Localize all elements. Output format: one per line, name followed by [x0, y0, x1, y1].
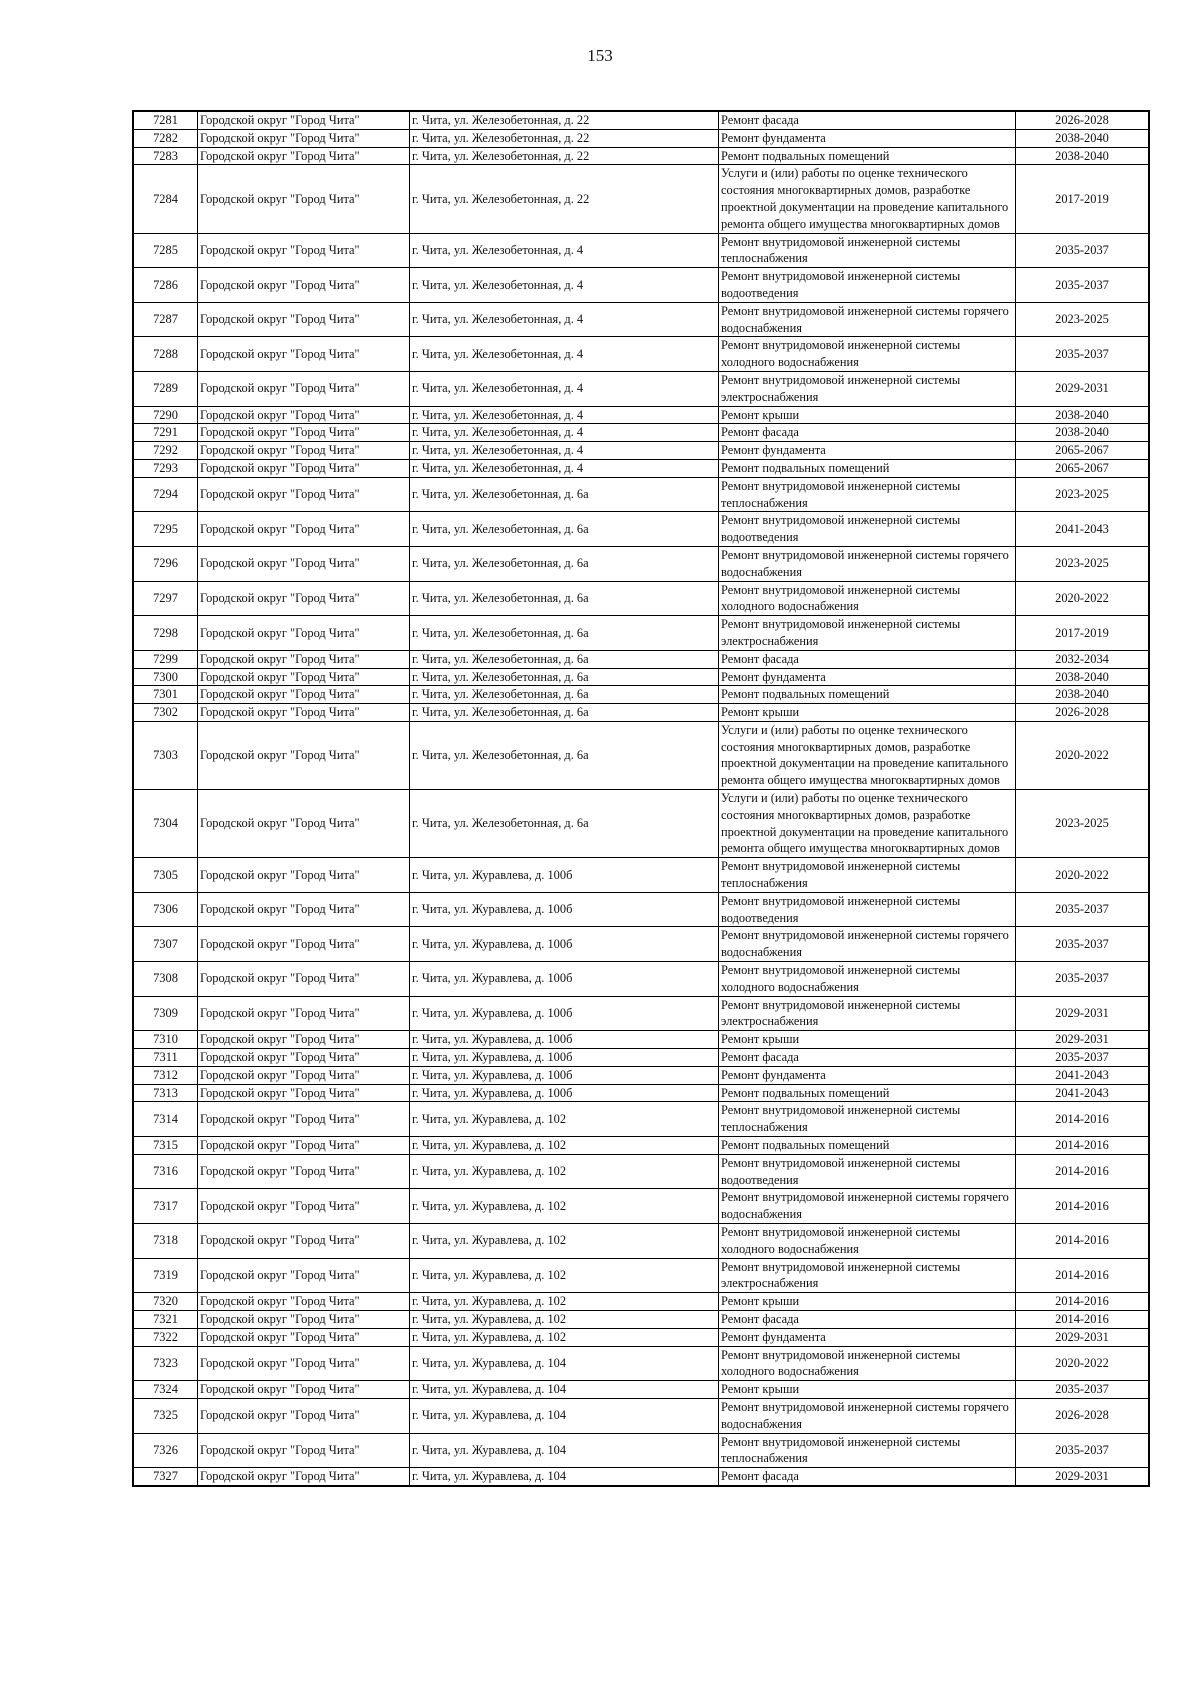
period-cell: 2038-2040 [1016, 668, 1150, 686]
municipality-cell: Городской округ "Город Чита" [198, 1468, 410, 1486]
work-type-cell: Ремонт подвальных помещений [719, 686, 1016, 704]
address-cell: г. Чита, ул. Журавлева, д. 104 [410, 1346, 719, 1381]
repair-registry-table [132, 110, 1150, 1487]
work-type-cell: Ремонт внутридомовой инженерной системы теплоснабжения [719, 233, 1016, 268]
table-row [133, 668, 1149, 686]
period-cell: 2041-2043 [1016, 1084, 1150, 1102]
table-row [133, 1293, 1149, 1311]
row-number-cell: 7294 [133, 477, 198, 512]
row-number-cell: 7285 [133, 233, 198, 268]
period-cell: 2038-2040 [1016, 129, 1150, 147]
row-number-cell: 7289 [133, 371, 198, 406]
table-row [133, 686, 1149, 704]
row-number-cell: 7292 [133, 442, 198, 460]
period-cell: 2014-2016 [1016, 1224, 1150, 1259]
municipality-cell: Городской округ "Город Чита" [198, 858, 410, 893]
address-cell: г. Чита, ул. Железобетонная, д. 22 [410, 147, 719, 165]
work-type-cell: Ремонт фасада [719, 424, 1016, 442]
period-cell: 2020-2022 [1016, 858, 1150, 893]
period-cell: 2065-2067 [1016, 459, 1150, 477]
row-number-cell: 7320 [133, 1293, 198, 1311]
table-row [133, 1031, 1149, 1049]
row-number-cell: 7323 [133, 1346, 198, 1381]
table-row [133, 1310, 1149, 1328]
period-cell: 2020-2022 [1016, 581, 1150, 616]
work-type-cell: Ремонт фундамента [719, 129, 1016, 147]
municipality-cell: Городской округ "Город Чита" [198, 1049, 410, 1067]
municipality-cell: Городской округ "Город Чита" [198, 1293, 410, 1311]
table-row [133, 459, 1149, 477]
work-type-cell: Ремонт фундамента [719, 1328, 1016, 1346]
table-row [133, 1049, 1149, 1067]
registry-table-body [133, 111, 1149, 1486]
row-number-cell: 7307 [133, 927, 198, 962]
row-number-cell: 7298 [133, 616, 198, 651]
address-cell: г. Чита, ул. Журавлева, д. 100б [410, 858, 719, 893]
address-cell: г. Чита, ул. Железобетонная, д. 6а [410, 686, 719, 704]
work-type-cell: Ремонт подвальных помещений [719, 147, 1016, 165]
municipality-cell: Городской округ "Город Чита" [198, 790, 410, 858]
table-row [133, 1328, 1149, 1346]
row-number-cell: 7297 [133, 581, 198, 616]
period-cell: 2038-2040 [1016, 686, 1150, 704]
period-cell: 2038-2040 [1016, 147, 1150, 165]
work-type-cell: Ремонт внутридомовой инженерной системы горячего водоснабжения [719, 1189, 1016, 1224]
work-type-cell: Ремонт фасада [719, 650, 1016, 668]
work-type-cell: Ремонт фасада [719, 1468, 1016, 1486]
table-row [133, 1189, 1149, 1224]
table-row [133, 337, 1149, 372]
row-number-cell: 7288 [133, 337, 198, 372]
table-row [133, 111, 1149, 129]
period-cell: 2029-2031 [1016, 371, 1150, 406]
period-cell: 2029-2031 [1016, 1031, 1150, 1049]
municipality-cell: Городской округ "Город Чита" [198, 616, 410, 651]
municipality-cell: Городской округ "Город Чита" [198, 1102, 410, 1137]
row-number-cell: 7281 [133, 111, 198, 129]
period-cell: 2038-2040 [1016, 424, 1150, 442]
row-number-cell: 7295 [133, 512, 198, 547]
address-cell: г. Чита, ул. Журавлева, д. 102 [410, 1328, 719, 1346]
period-cell: 2017-2019 [1016, 616, 1150, 651]
table-row [133, 512, 1149, 547]
work-type-cell: Ремонт фундамента [719, 442, 1016, 460]
table-row [133, 1137, 1149, 1155]
table-row [133, 1258, 1149, 1293]
row-number-cell: 7305 [133, 858, 198, 893]
period-cell: 2023-2025 [1016, 477, 1150, 512]
municipality-cell: Городской округ "Город Чита" [198, 1031, 410, 1049]
row-number-cell: 7318 [133, 1224, 198, 1259]
municipality-cell: Городской округ "Город Чита" [198, 337, 410, 372]
address-cell: г. Чита, ул. Журавлева, д. 100б [410, 892, 719, 927]
row-number-cell: 7286 [133, 268, 198, 303]
work-type-cell: Ремонт внутридомовой инженерной системы водоотведения [719, 268, 1016, 303]
period-cell: 2035-2037 [1016, 1049, 1150, 1067]
period-cell: 2038-2040 [1016, 406, 1150, 424]
period-cell: 2014-2016 [1016, 1258, 1150, 1293]
work-type-cell: Ремонт внутридомовой инженерной системы теплоснабжения [719, 477, 1016, 512]
address-cell: г. Чита, ул. Журавлева, д. 104 [410, 1433, 719, 1468]
municipality-cell: Городской округ "Город Чита" [198, 546, 410, 581]
table-row [133, 858, 1149, 893]
table-row [133, 581, 1149, 616]
municipality-cell: Городской округ "Город Чита" [198, 704, 410, 722]
municipality-cell: Городской округ "Город Чита" [198, 892, 410, 927]
address-cell: г. Чита, ул. Журавлева, д. 102 [410, 1189, 719, 1224]
municipality-cell: Городской округ "Город Чита" [198, 459, 410, 477]
municipality-cell: Городской округ "Город Чита" [198, 927, 410, 962]
municipality-cell: Городской округ "Город Чита" [198, 1084, 410, 1102]
address-cell: г. Чита, ул. Железобетонная, д. 4 [410, 442, 719, 460]
work-type-cell: Ремонт внутридомовой инженерной системы горячего водоснабжения [719, 302, 1016, 337]
period-cell: 2026-2028 [1016, 111, 1150, 129]
address-cell: г. Чита, ул. Железобетонная, д. 4 [410, 302, 719, 337]
address-cell: г. Чита, ул. Железобетонная, д. 6а [410, 512, 719, 547]
table-row [133, 1084, 1149, 1102]
table-row [133, 1398, 1149, 1433]
period-cell: 2020-2022 [1016, 721, 1150, 789]
address-cell: г. Чита, ул. Журавлева, д. 102 [410, 1310, 719, 1328]
address-cell: г. Чита, ул. Железобетонная, д. 6а [410, 650, 719, 668]
table-row [133, 650, 1149, 668]
table-row [133, 1102, 1149, 1137]
address-cell: г. Чита, ул. Железобетонная, д. 22 [410, 111, 719, 129]
row-number-cell: 7313 [133, 1084, 198, 1102]
table-row [133, 962, 1149, 997]
municipality-cell: Городской округ "Город Чита" [198, 1066, 410, 1084]
work-type-cell: Ремонт внутридомовой инженерной системы холодного водоснабжения [719, 1346, 1016, 1381]
address-cell: г. Чита, ул. Журавлева, д. 102 [410, 1137, 719, 1155]
work-type-cell: Услуги и (или) работы по оценке технического состояния многоквартирных домов, разработке проектной документации на проведение капитального ремонта общего имущества многоквартирных домов [719, 721, 1016, 789]
work-type-cell: Ремонт фасада [719, 1049, 1016, 1067]
work-type-cell: Ремонт крыши [719, 1293, 1016, 1311]
work-type-cell: Ремонт внутридомовой инженерной системы теплоснабжения [719, 1102, 1016, 1137]
address-cell: г. Чита, ул. Журавлева, д. 102 [410, 1258, 719, 1293]
table-row [133, 268, 1149, 303]
period-cell: 2035-2037 [1016, 1381, 1150, 1399]
period-cell: 2041-2043 [1016, 1066, 1150, 1084]
period-cell: 2035-2037 [1016, 962, 1150, 997]
work-type-cell: Ремонт крыши [719, 1031, 1016, 1049]
work-type-cell: Ремонт крыши [719, 406, 1016, 424]
address-cell: г. Чита, ул. Железобетонная, д. 4 [410, 268, 719, 303]
period-cell: 2029-2031 [1016, 996, 1150, 1031]
work-type-cell: Ремонт внутридомовой инженерной системы водоотведения [719, 1154, 1016, 1189]
municipality-cell: Городской округ "Город Чита" [198, 1137, 410, 1155]
row-number-cell: 7315 [133, 1137, 198, 1155]
address-cell: г. Чита, ул. Журавлева, д. 100б [410, 996, 719, 1031]
work-type-cell: Услуги и (или) работы по оценке технического состояния многоквартирных домов, разработке проектной документации на проведение капитального ремонта общего имущества многоквартирных домов [719, 165, 1016, 233]
period-cell: 2023-2025 [1016, 302, 1150, 337]
address-cell: г. Чита, ул. Журавлева, д. 102 [410, 1224, 719, 1259]
table-row [133, 233, 1149, 268]
address-cell: г. Чита, ул. Железобетонная, д. 22 [410, 165, 719, 233]
work-type-cell: Ремонт внутридомовой инженерной системы водоотведения [719, 512, 1016, 547]
work-type-cell: Ремонт фундамента [719, 668, 1016, 686]
period-cell: 2035-2037 [1016, 927, 1150, 962]
period-cell: 2041-2043 [1016, 512, 1150, 547]
work-type-cell: Ремонт внутридомовой инженерной системы электроснабжения [719, 616, 1016, 651]
row-number-cell: 7321 [133, 1310, 198, 1328]
municipality-cell: Городской округ "Город Чита" [198, 512, 410, 547]
address-cell: г. Чита, ул. Железобетонная, д. 6а [410, 790, 719, 858]
period-cell: 2032-2034 [1016, 650, 1150, 668]
row-number-cell: 7327 [133, 1468, 198, 1486]
period-cell: 2035-2037 [1016, 892, 1150, 927]
address-cell: г. Чита, ул. Журавлева, д. 104 [410, 1398, 719, 1433]
work-type-cell: Ремонт крыши [719, 1381, 1016, 1399]
row-number-cell: 7314 [133, 1102, 198, 1137]
municipality-cell: Городской округ "Город Чита" [198, 165, 410, 233]
row-number-cell: 7284 [133, 165, 198, 233]
address-cell: г. Чита, ул. Журавлева, д. 102 [410, 1154, 719, 1189]
address-cell: г. Чита, ул. Журавлева, д. 100б [410, 1066, 719, 1084]
address-cell: г. Чита, ул. Журавлева, д. 104 [410, 1468, 719, 1486]
municipality-cell: Городской округ "Город Чита" [198, 442, 410, 460]
work-type-cell: Ремонт внутридомовой инженерной системы горячего водоснабжения [719, 1398, 1016, 1433]
period-cell: 2029-2031 [1016, 1468, 1150, 1486]
period-cell: 2026-2028 [1016, 704, 1150, 722]
period-cell: 2023-2025 [1016, 546, 1150, 581]
table-row [133, 371, 1149, 406]
municipality-cell: Городской округ "Город Чита" [198, 668, 410, 686]
address-cell: г. Чита, ул. Железобетонная, д. 6а [410, 668, 719, 686]
period-cell: 2014-2016 [1016, 1189, 1150, 1224]
municipality-cell: Городской округ "Город Чита" [198, 302, 410, 337]
row-number-cell: 7300 [133, 668, 198, 686]
municipality-cell: Городской округ "Город Чита" [198, 371, 410, 406]
municipality-cell: Городской округ "Город Чита" [198, 233, 410, 268]
address-cell: г. Чита, ул. Журавлева, д. 100б [410, 1084, 719, 1102]
period-cell: 2035-2037 [1016, 233, 1150, 268]
address-cell: г. Чита, ул. Журавлева, д. 102 [410, 1293, 719, 1311]
address-cell: г. Чита, ул. Журавлева, д. 102 [410, 1102, 719, 1137]
municipality-cell: Городской округ "Город Чита" [198, 129, 410, 147]
table-row [133, 927, 1149, 962]
row-number-cell: 7283 [133, 147, 198, 165]
table-row [133, 147, 1149, 165]
row-number-cell: 7308 [133, 962, 198, 997]
address-cell: г. Чита, ул. Железобетонная, д. 4 [410, 233, 719, 268]
row-number-cell: 7304 [133, 790, 198, 858]
table-row [133, 1433, 1149, 1468]
work-type-cell: Услуги и (или) работы по оценке технического состояния многоквартирных домов, разработке проектной документации на проведение капитального ремонта общего имущества многоквартирных домов [719, 790, 1016, 858]
work-type-cell: Ремонт подвальных помещений [719, 1084, 1016, 1102]
period-cell: 2035-2037 [1016, 268, 1150, 303]
table-row [133, 1468, 1149, 1486]
row-number-cell: 7303 [133, 721, 198, 789]
row-number-cell: 7317 [133, 1189, 198, 1224]
row-number-cell: 7322 [133, 1328, 198, 1346]
municipality-cell: Городской округ "Город Чита" [198, 1346, 410, 1381]
municipality-cell: Городской округ "Город Чита" [198, 721, 410, 789]
municipality-cell: Городской округ "Город Чита" [198, 1328, 410, 1346]
municipality-cell: Городской округ "Город Чита" [198, 686, 410, 704]
work-type-cell: Ремонт внутридомовой инженерной системы электроснабжения [719, 371, 1016, 406]
table-row [133, 892, 1149, 927]
work-type-cell: Ремонт подвальных помещений [719, 1137, 1016, 1155]
municipality-cell: Городской округ "Город Чита" [198, 147, 410, 165]
period-cell: 2029-2031 [1016, 1328, 1150, 1346]
row-number-cell: 7287 [133, 302, 198, 337]
municipality-cell: Городской округ "Город Чита" [198, 111, 410, 129]
table-row [133, 1154, 1149, 1189]
table-row [133, 790, 1149, 858]
municipality-cell: Городской округ "Город Чита" [198, 581, 410, 616]
table-row [133, 546, 1149, 581]
address-cell: г. Чита, ул. Железобетонная, д. 4 [410, 371, 719, 406]
work-type-cell: Ремонт внутридомовой инженерной системы холодного водоснабжения [719, 1224, 1016, 1259]
work-type-cell: Ремонт внутридомовой инженерной системы водоотведения [719, 892, 1016, 927]
table-row [133, 721, 1149, 789]
address-cell: г. Чита, ул. Журавлева, д. 100б [410, 962, 719, 997]
work-type-cell: Ремонт внутридомовой инженерной системы холодного водоснабжения [719, 581, 1016, 616]
address-cell: г. Чита, ул. Журавлева, д. 100б [410, 927, 719, 962]
municipality-cell: Городской округ "Город Чита" [198, 424, 410, 442]
municipality-cell: Городской округ "Город Чита" [198, 1310, 410, 1328]
table-row [133, 424, 1149, 442]
table-row [133, 1346, 1149, 1381]
period-cell: 2014-2016 [1016, 1293, 1150, 1311]
period-cell: 2035-2037 [1016, 337, 1150, 372]
work-type-cell: Ремонт внутридомовой инженерной системы горячего водоснабжения [719, 546, 1016, 581]
row-number-cell: 7299 [133, 650, 198, 668]
work-type-cell: Ремонт фасада [719, 111, 1016, 129]
municipality-cell: Городской округ "Город Чита" [198, 996, 410, 1031]
municipality-cell: Городской округ "Город Чита" [198, 268, 410, 303]
work-type-cell: Ремонт внутридомовой инженерной системы холодного водоснабжения [719, 337, 1016, 372]
address-cell: г. Чита, ул. Железобетонная, д. 4 [410, 406, 719, 424]
row-number-cell: 7309 [133, 996, 198, 1031]
municipality-cell: Городской округ "Город Чита" [198, 1189, 410, 1224]
address-cell: г. Чита, ул. Железобетонная, д. 6а [410, 704, 719, 722]
row-number-cell: 7311 [133, 1049, 198, 1067]
period-cell: 2035-2037 [1016, 1433, 1150, 1468]
work-type-cell: Ремонт фундамента [719, 1066, 1016, 1084]
address-cell: г. Чита, ул. Железобетонная, д. 6а [410, 546, 719, 581]
work-type-cell: Ремонт внутридомовой инженерной системы электроснабжения [719, 1258, 1016, 1293]
table-row [133, 165, 1149, 233]
period-cell: 2020-2022 [1016, 1346, 1150, 1381]
municipality-cell: Городской округ "Город Чита" [198, 1258, 410, 1293]
table-row [133, 129, 1149, 147]
row-number-cell: 7282 [133, 129, 198, 147]
row-number-cell: 7301 [133, 686, 198, 704]
period-cell: 2014-2016 [1016, 1310, 1150, 1328]
table-row [133, 1381, 1149, 1399]
address-cell: г. Чита, ул. Железобетонная, д. 6а [410, 477, 719, 512]
page-number: 153 [587, 46, 613, 65]
address-cell: г. Чита, ул. Железобетонная, д. 6а [410, 616, 719, 651]
work-type-cell: Ремонт внутридомовой инженерной системы холодного водоснабжения [719, 962, 1016, 997]
work-type-cell: Ремонт подвальных помещений [719, 459, 1016, 477]
row-number-cell: 7312 [133, 1066, 198, 1084]
table-row [133, 442, 1149, 460]
period-cell: 2023-2025 [1016, 790, 1150, 858]
work-type-cell: Ремонт внутридомовой инженерной системы электроснабжения [719, 996, 1016, 1031]
row-number-cell: 7316 [133, 1154, 198, 1189]
period-cell: 2065-2067 [1016, 442, 1150, 460]
period-cell: 2014-2016 [1016, 1154, 1150, 1189]
municipality-cell: Городской округ "Город Чита" [198, 962, 410, 997]
work-type-cell: Ремонт фасада [719, 1310, 1016, 1328]
row-number-cell: 7325 [133, 1398, 198, 1433]
period-cell: 2017-2019 [1016, 165, 1150, 233]
municipality-cell: Городской округ "Город Чита" [198, 1224, 410, 1259]
period-cell: 2014-2016 [1016, 1137, 1150, 1155]
row-number-cell: 7290 [133, 406, 198, 424]
address-cell: г. Чита, ул. Журавлева, д. 100б [410, 1031, 719, 1049]
municipality-cell: Городской округ "Город Чита" [198, 1381, 410, 1399]
municipality-cell: Городской округ "Город Чита" [198, 1154, 410, 1189]
address-cell: г. Чита, ул. Железобетонная, д. 4 [410, 337, 719, 372]
municipality-cell: Городской округ "Город Чита" [198, 1398, 410, 1433]
municipality-cell: Городской округ "Город Чита" [198, 650, 410, 668]
table-row [133, 1224, 1149, 1259]
row-number-cell: 7306 [133, 892, 198, 927]
work-type-cell: Ремонт внутридомовой инженерной системы горячего водоснабжения [719, 927, 1016, 962]
table-row [133, 704, 1149, 722]
work-type-cell: Ремонт внутридомовой инженерной системы теплоснабжения [719, 858, 1016, 893]
table-row [133, 406, 1149, 424]
municipality-cell: Городской округ "Город Чита" [198, 477, 410, 512]
work-type-cell: Ремонт крыши [719, 704, 1016, 722]
row-number-cell: 7302 [133, 704, 198, 722]
work-type-cell: Ремонт внутридомовой инженерной системы теплоснабжения [719, 1433, 1016, 1468]
address-cell: г. Чита, ул. Журавлева, д. 104 [410, 1381, 719, 1399]
address-cell: г. Чита, ул. Железобетонная, д. 6а [410, 721, 719, 789]
table-row [133, 477, 1149, 512]
address-cell: г. Чита, ул. Железобетонная, д. 22 [410, 129, 719, 147]
table-row [133, 996, 1149, 1031]
address-cell: г. Чита, ул. Железобетонная, д. 4 [410, 424, 719, 442]
table-row [133, 302, 1149, 337]
period-cell: 2026-2028 [1016, 1398, 1150, 1433]
address-cell: г. Чита, ул. Железобетонная, д. 4 [410, 459, 719, 477]
row-number-cell: 7296 [133, 546, 198, 581]
row-number-cell: 7326 [133, 1433, 198, 1468]
table-row [133, 1066, 1149, 1084]
row-number-cell: 7324 [133, 1381, 198, 1399]
address-cell: г. Чита, ул. Журавлева, д. 100б [410, 1049, 719, 1067]
municipality-cell: Городской округ "Город Чита" [198, 1433, 410, 1468]
row-number-cell: 7291 [133, 424, 198, 442]
address-cell: г. Чита, ул. Железобетонная, д. 6а [410, 581, 719, 616]
table-row [133, 616, 1149, 651]
row-number-cell: 7319 [133, 1258, 198, 1293]
row-number-cell: 7293 [133, 459, 198, 477]
municipality-cell: Городской округ "Город Чита" [198, 406, 410, 424]
row-number-cell: 7310 [133, 1031, 198, 1049]
period-cell: 2014-2016 [1016, 1102, 1150, 1137]
